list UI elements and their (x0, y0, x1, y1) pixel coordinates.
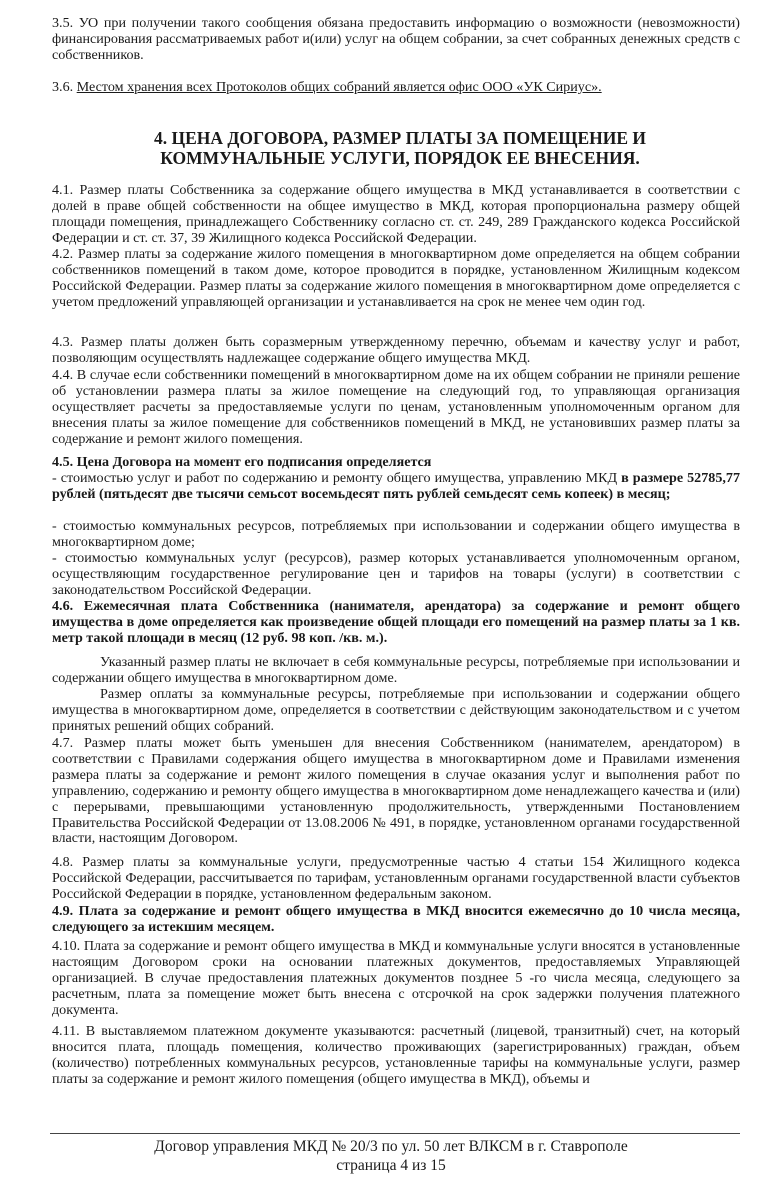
paragraph-3-5: 3.5. УО при получении такого сообщения обязана предоставить информацию о возможности (невозможности) финансирования рассматриваемых работ и(или) услуг на общем собрании, за счет собранных денежных средств с собственников. (52, 15, 740, 63)
paragraph-4-9: 4.9. Плата за содержание и ремонт общего имущества в МКД вносится ежемесячно до 10 числа месяца, следующего за истекшим месяцем. (52, 903, 740, 935)
paragraph-4-11: 4.11. В выставляемом платежном документе указываются: расчетный (лицевой, транзитный) счет, на который вносится плата, площадь помещения, количество проживающих (зарегистрированных) граждан, объем (количество) потребленных коммунальных ресурсов, установленные тарифы на коммунальные услуги, размер платы за содержание и ремонт жилого помещения (общего имущества в МКД), объемы и (52, 1023, 740, 1087)
paragraph-4-5-item-b: - стоимостью коммунальных ресурсов, потребляемых при использовании и содержании общего имущества в многоквартирном доме; (52, 518, 740, 550)
footer-divider (50, 1133, 740, 1134)
section-heading (60, 128, 740, 168)
paragraph-3-6-text: Местом хранения всех Протоколов общих собраний является офис ООО «УК Сириус». (76, 79, 602, 95)
section-heading-line-2: КОММУНАЛЬНЫЕ УСЛУГИ, ПОРЯДОК ЕЕ ВНЕСЕНИЯ. (160, 148, 640, 168)
paragraph-4-5-item-c: - стоимостью коммунальных услуг (ресурсов), размер которых устанавливается уполномоченным органом, осуществляющим государственное регулирование цен и тарифов на товары (услуги) в соответствии с законодательством Российской Федерации. (52, 550, 740, 598)
contract-price-amount: в размере 52785,77 рублей (пятьдесят две тысячи семьсот восемьдесят пять рублей семьдесят семь копеек) в месяц; (52, 470, 740, 502)
paragraph-4-4: 4.4. В случае если собственники помещений в многоквартирном доме на их общем собрании не приняли решение об установлении размера платы за жилое помещение на следующий год, то управляющая организация осуществляет расчеты за предоставляемые услуги по ценам, установленным уполномоченным органом для внесения платы за жилое помещение для собственников помещений в МКД, не установивших размер платы за содержание и ремонт жилого помещения. (52, 367, 740, 447)
paragraph-4-5-item-a (52, 471, 740, 503)
page-number: страница 4 из 15 (336, 1157, 446, 1174)
paragraph-3-6-number: 3.6. (52, 79, 74, 95)
paragraph-4-5-title: 4.5. Цена Договора на момент его подписания определяется (52, 454, 432, 470)
section-heading-line-1: 4. ЦЕНА ДОГОВОРА, РАЗМЕР ПЛАТЫ ЗА ПОМЕЩЕНИЕ И (153, 128, 647, 148)
paragraph-3-6 (52, 80, 740, 96)
paragraph-4-3: 4.3. Размер платы должен быть соразмерным утвержденному перечню, объемам и качеству услуг и работ, позволяющим осуществлять надлежащее содержание общего имущества МКД. (52, 334, 740, 366)
paragraph-4-7: 4.7. Размер платы может быть уменьшен для внесения Собственником (нанимателем, арендатором) в соответствии с Правилами содержания общего имущества в многоквартирном доме и Правилами изменения размера платы за содержание и ремонт жилого помещения в случае оказания услуг и выполнения работ по управлению, содержанию и ремонту общего имущества в многоквартирном доме ненадлежащего качества и (или) с перерывами, превышающими установленную продолжительность, утвержденными Постановлением Правительства Российской Федерации от 13.08.2006 № 491, в порядке, установленном органами государственной власти, настоящим Договором. (52, 735, 740, 847)
paragraph-4-1: 4.1. Размер платы Собственника за содержание общего имущества в МКД устанавливается в соответствии с долей в праве общей собственности на общее имущество в МКД, которая пропорциональна размеру общей площади помещения, принадлежащего Собственнику согласно ст. ст. 249, 289 Гражданского кодекса Российской Федерации и ст. ст. 37, 39 Жилищного кодекса Российской Федерации. (52, 182, 740, 246)
paragraph-4-10: 4.10. Плата за содержание и ремонт общего имущества в МКД и коммунальные услуги вносятся в установленные настоящим Договором сроки на основании платежных документов, предоставляемых Управляющей организацией. В случае предоставления платежных документов позднее 5 -го числа месяца, следующего за расчетным, плата за помещение может быть внесена с отсрочкой на срок задержки получения платежного документа. (52, 938, 740, 1018)
paragraph-4-5-item-a-text: - стоимостью услуг и работ по содержанию и ремонту общего имущества, управлению МКД (52, 470, 622, 486)
paragraph-4-6: 4.6. Ежемесячная плата Собственника (нанимателя, арендатора) за содержание и ремонт общего имущества в доме определяется как произведение общей площади его помещений на размер платы за 1 кв. метр такой площади в месяц (12 руб. 98 коп. /кв. м.). (52, 598, 740, 646)
paragraph-4-6-note-2: Размер оплаты за коммунальные ресурсы, потребляемые при использовании и содержании общего имущества в многоквартирном доме, определяется в соответствии с действующим законодательством и с учетом принятых решений общих собраний. (52, 686, 740, 734)
paragraph-4-6-note-1: Указанный размер платы не включает в себя коммунальные ресурсы, потребляемые при использовании и содержании общего имущества в многоквартирном доме. (52, 654, 740, 686)
footer-title: Договор управления МКД № 20/3 по ул. 50 лет ВЛКСМ в г. Ставрополе (154, 1138, 628, 1155)
paragraph-4-8: 4.8. Размер платы за коммунальные услуги, предусмотренные частью 4 статьи 154 Жилищного кодекса Российской Федерации, рассчитывается по тарифам, установленным органами государственной власти субъектов Российской Федерации в порядке, установленном федеральным законом. (52, 854, 740, 902)
paragraph-4-2: 4.2. Размер платы за содержание жилого помещения в многоквартирном доме определяется на общем собрании собственников помещений в таком доме, которое проводится в порядке, установленном Жилищным кодексом Российской Федерации. Размер платы за содержание жилого помещения в многоквартирном доме определяется с учетом предложений управляющей организации и устанавливается на срок не менее чем один год. (52, 246, 740, 310)
